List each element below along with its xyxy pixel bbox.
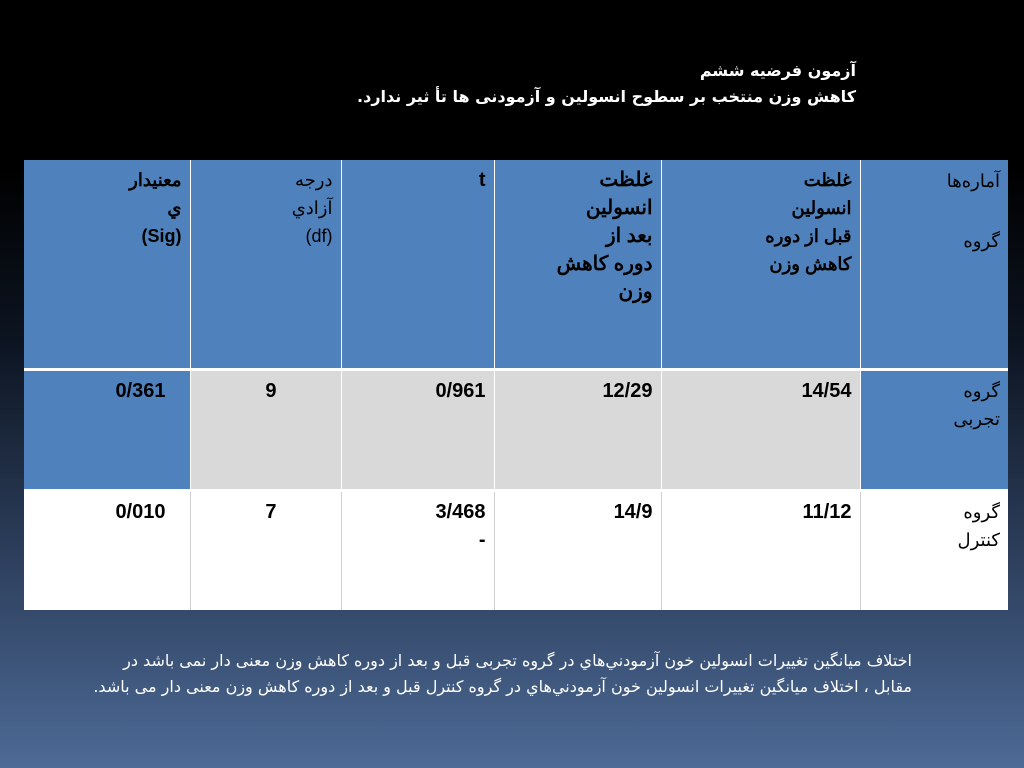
header-group: آماره‌ها گروه bbox=[860, 160, 1008, 370]
footnote-text: اختلاف ميانگين تغييرات انسولين خون آزمودني‌هاي در گروه تجربی قبل و بعد از دوره كاهش وزن معنی دار نمی باشد در مقابل ، اختلاف ميانگين تغييرات انسولين خون آزمودني‌هاي در گروه كنترل قبل و بعد از دوره كاهش وزن معنی دار می باشد. bbox=[93, 651, 912, 696]
row1-insulin-before: 14/54 bbox=[661, 370, 860, 491]
header-insulin-before: غلظت انسولين قبل از دوره كاهش وزن bbox=[661, 160, 860, 370]
table-header-row bbox=[24, 160, 1008, 370]
header-t: t bbox=[341, 160, 494, 370]
results-table bbox=[24, 160, 1008, 610]
row2-insulin-before: 11/12 bbox=[661, 491, 860, 611]
title-line-2: كاهش وزن منتخب بر سطوح انسولين و آزمودنی ها تأ ثير ندارد. bbox=[357, 87, 856, 106]
header-sig: معنيدار ي (Sig) bbox=[24, 160, 190, 370]
row1-insulin-after: 12/29 bbox=[494, 370, 661, 491]
table-row bbox=[24, 370, 1008, 491]
row2-insulin-after: 14/9 bbox=[494, 491, 661, 611]
row2-t: 3/468 - bbox=[341, 491, 494, 611]
row1-sig: 0/361 bbox=[24, 370, 190, 491]
row2-df: 7 bbox=[190, 491, 341, 611]
row1-df: 9 bbox=[190, 370, 341, 491]
title-line-1: آزمون فرضيه ششم bbox=[699, 61, 856, 80]
slide-title bbox=[156, 58, 856, 110]
header-insulin-after: غلظت انسولين بعد از دوره كاهش وزن bbox=[494, 160, 661, 370]
row2-group: گروه كنترل bbox=[860, 491, 1008, 611]
row2-sig: 0/010 bbox=[24, 491, 190, 611]
row1-group: گروه تجربی bbox=[860, 370, 1008, 491]
header-df: درجه آزادي (df) bbox=[190, 160, 341, 370]
table-row bbox=[24, 491, 1008, 611]
row1-t: 0/961 bbox=[341, 370, 494, 491]
